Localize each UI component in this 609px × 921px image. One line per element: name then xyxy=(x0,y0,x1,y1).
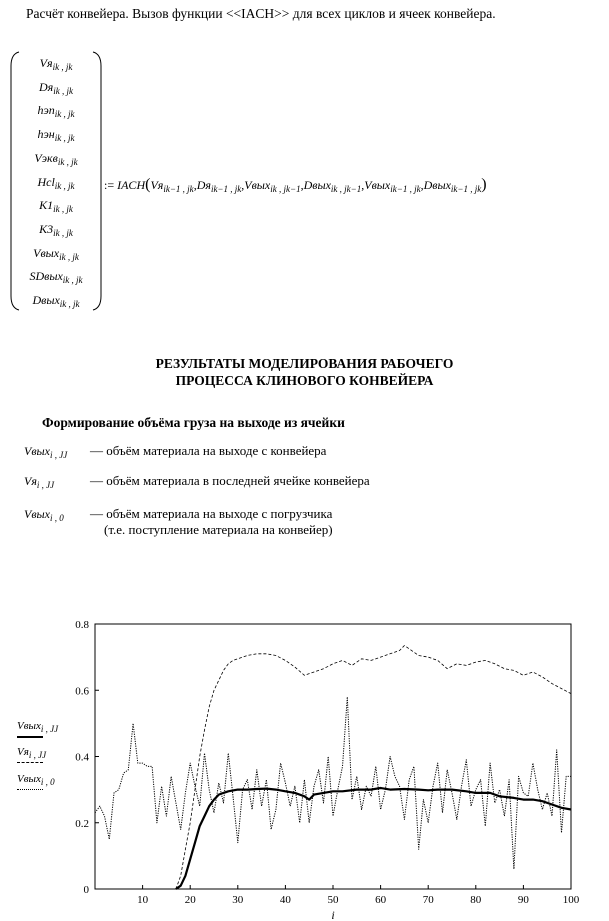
y-tick-label: 0.2 xyxy=(75,817,89,830)
chart-legend-label-sub: i , JJ xyxy=(28,750,47,760)
x-tick-label: 40 xyxy=(279,894,291,906)
function-arg-base: Vвых xyxy=(244,178,271,192)
vector-item-sub: ik , jk xyxy=(52,62,73,72)
vector-item-base: K3 xyxy=(39,221,54,236)
vector-item xyxy=(10,175,102,191)
plot-frame xyxy=(95,624,571,889)
vector-item xyxy=(10,269,102,285)
x-tick-label: 60 xyxy=(375,894,387,906)
legend-symbol-base: Vвых xyxy=(24,507,50,521)
function-arg xyxy=(303,178,365,194)
arg-separator: , xyxy=(300,178,304,192)
vector-item-base: SDвых xyxy=(29,269,63,284)
legend-symbol-base: Vя xyxy=(24,474,37,488)
function-arg xyxy=(244,178,300,192)
x-tick-label: 10 xyxy=(137,894,149,906)
iach-call xyxy=(104,176,487,194)
results-title-line1: РЕЗУЛЬТАТЫ МОДЕЛИРОВАНИЯ РАБОЧЕГО xyxy=(155,356,454,371)
vector-item-sub: ik , jk xyxy=(59,299,80,309)
vector-item-base: Vя xyxy=(39,56,53,70)
legend-symbol xyxy=(24,474,54,490)
arg-separator: , xyxy=(361,178,365,192)
vector-item-sub: ik , jk xyxy=(59,251,79,262)
vector-item xyxy=(10,246,102,262)
chart-legend-label-base: Vвых xyxy=(17,720,41,732)
arg-separator: , xyxy=(420,178,424,192)
function-arg-sub: ik−1 , jk xyxy=(390,184,421,194)
vector-item-sub: ik , jk xyxy=(54,109,75,120)
vector-item-sub: ik , jk xyxy=(62,275,83,286)
x-tick-label: 100 xyxy=(562,894,580,906)
function-arg-sub: ik−1 , jk xyxy=(163,184,194,194)
chart-legend-label-base: Vя xyxy=(17,746,29,758)
chart-legend-swatch xyxy=(17,762,43,763)
x-tick-label: 50 xyxy=(327,894,339,906)
function-arg-base: Dя xyxy=(196,178,211,192)
y-tick-label: 0 xyxy=(83,884,89,896)
function-arg xyxy=(150,178,193,192)
function-arg-base: Vя xyxy=(150,178,164,192)
assign-operator: := xyxy=(104,178,118,192)
vector-item-base: hэп xyxy=(37,103,55,118)
legend-description-line2: (т.е. поступление материала на конвейер) xyxy=(104,522,333,537)
x-axis-label: i xyxy=(331,908,335,921)
chart xyxy=(0,610,609,921)
x-tick-label: 30 xyxy=(232,894,244,906)
vector-item-sub: ik , jk xyxy=(54,180,75,191)
function-arg xyxy=(364,178,420,192)
legend-description-line: — объём материала в последней ячейке конвейера xyxy=(90,473,370,488)
vector-item xyxy=(10,222,102,238)
legend-symbol-sub: i , 0 xyxy=(50,513,64,523)
series-line-1 xyxy=(176,646,571,890)
y-tick-label: 0.4 xyxy=(75,751,89,764)
y-tick-label: 0.6 xyxy=(75,685,89,698)
series-line-0 xyxy=(176,788,571,889)
vector-item-sub: ik , jk xyxy=(53,227,73,238)
vector-item xyxy=(10,127,102,143)
chart-legend-label-base: Vвых xyxy=(17,773,41,785)
open-paren: ( xyxy=(145,176,151,193)
legend-description-line: — объём материала на выходе с погрузчика xyxy=(90,506,333,521)
function-arg-base: Dвых xyxy=(423,178,451,192)
vector-item-base: Hcl xyxy=(37,174,55,189)
vector-item-base: Dвых xyxy=(32,293,60,307)
x-tick-label: 90 xyxy=(517,894,529,906)
chart-legend-swatch xyxy=(17,736,43,738)
legend-description xyxy=(90,506,333,538)
chart-legend-label xyxy=(17,773,55,787)
result-vector xyxy=(10,50,102,312)
x-tick-label: 70 xyxy=(422,894,434,906)
function-arg-sub: ik−1 , jk xyxy=(450,184,482,194)
function-name: IACH xyxy=(117,178,146,192)
results-title-line2: ПРОЦЕССА КЛИНОВОГО КОНВЕЙЕРА xyxy=(175,373,434,388)
vector-item-base: Vвых xyxy=(33,245,60,260)
function-arg xyxy=(196,178,245,194)
function-arg-sub: ik , jk−1 xyxy=(270,184,301,194)
legend-description xyxy=(90,473,370,489)
vector-item xyxy=(10,293,102,309)
chart-legend-label-sub: i , JJ xyxy=(40,724,59,734)
chart-legend-label-sub: i , 0 xyxy=(40,777,55,787)
legend-description-line: — объём материала на выходе с конвейера xyxy=(90,443,327,458)
vector-item xyxy=(10,56,102,72)
legend-symbol-sub: i , JJ xyxy=(36,480,55,490)
x-tick-label: 80 xyxy=(470,894,482,906)
chart-legend-label xyxy=(17,720,58,734)
legend-description xyxy=(90,443,326,459)
vector-item xyxy=(10,151,102,167)
vector-item-sub: ik , jk xyxy=(57,156,78,167)
chart-legend-swatch xyxy=(17,789,43,790)
vector-item xyxy=(10,103,102,119)
function-arg xyxy=(424,178,482,192)
legend-symbol-sub: i , JJ xyxy=(50,450,68,460)
legend-symbol-base: Vвых xyxy=(24,444,50,458)
vector-item-sub: ik , jk xyxy=(53,85,73,96)
function-arg-sub: ik , jk−1 xyxy=(330,184,362,194)
close-paren: ) xyxy=(481,176,487,193)
formation-title: Формирование объёма груза на выходе из ячейки xyxy=(42,415,345,430)
arg-separator: , xyxy=(241,178,245,192)
y-tick-label: 0.8 xyxy=(75,619,89,631)
vector-item-base: K1 xyxy=(39,198,54,213)
results-title xyxy=(0,355,609,389)
vector-item-base: hэн xyxy=(37,127,55,142)
function-arg-base: Dвых xyxy=(303,178,331,192)
arg-separator: , xyxy=(193,178,197,192)
series-line-2 xyxy=(95,697,571,869)
legend-symbol xyxy=(24,444,67,460)
function-arg-sub: ik−1 , jk xyxy=(210,184,242,194)
vector-item-sub: ik , jk xyxy=(54,133,75,144)
vector-item-sub: ik , jk xyxy=(53,204,73,215)
intro-text: Расчёт конвейера. Вызов функции <<IACH>> для всех циклов и ячеек конвейера. xyxy=(26,6,496,21)
vector-item-base: Vэкв xyxy=(34,150,58,165)
vector-item xyxy=(10,198,102,214)
vector-item xyxy=(10,80,102,96)
vector-item-base: Dя xyxy=(39,79,54,94)
legend-symbol xyxy=(24,507,64,523)
x-tick-label: 20 xyxy=(184,894,196,906)
function-arg-base: Vвых xyxy=(364,178,391,192)
chart-legend-label xyxy=(17,746,46,760)
